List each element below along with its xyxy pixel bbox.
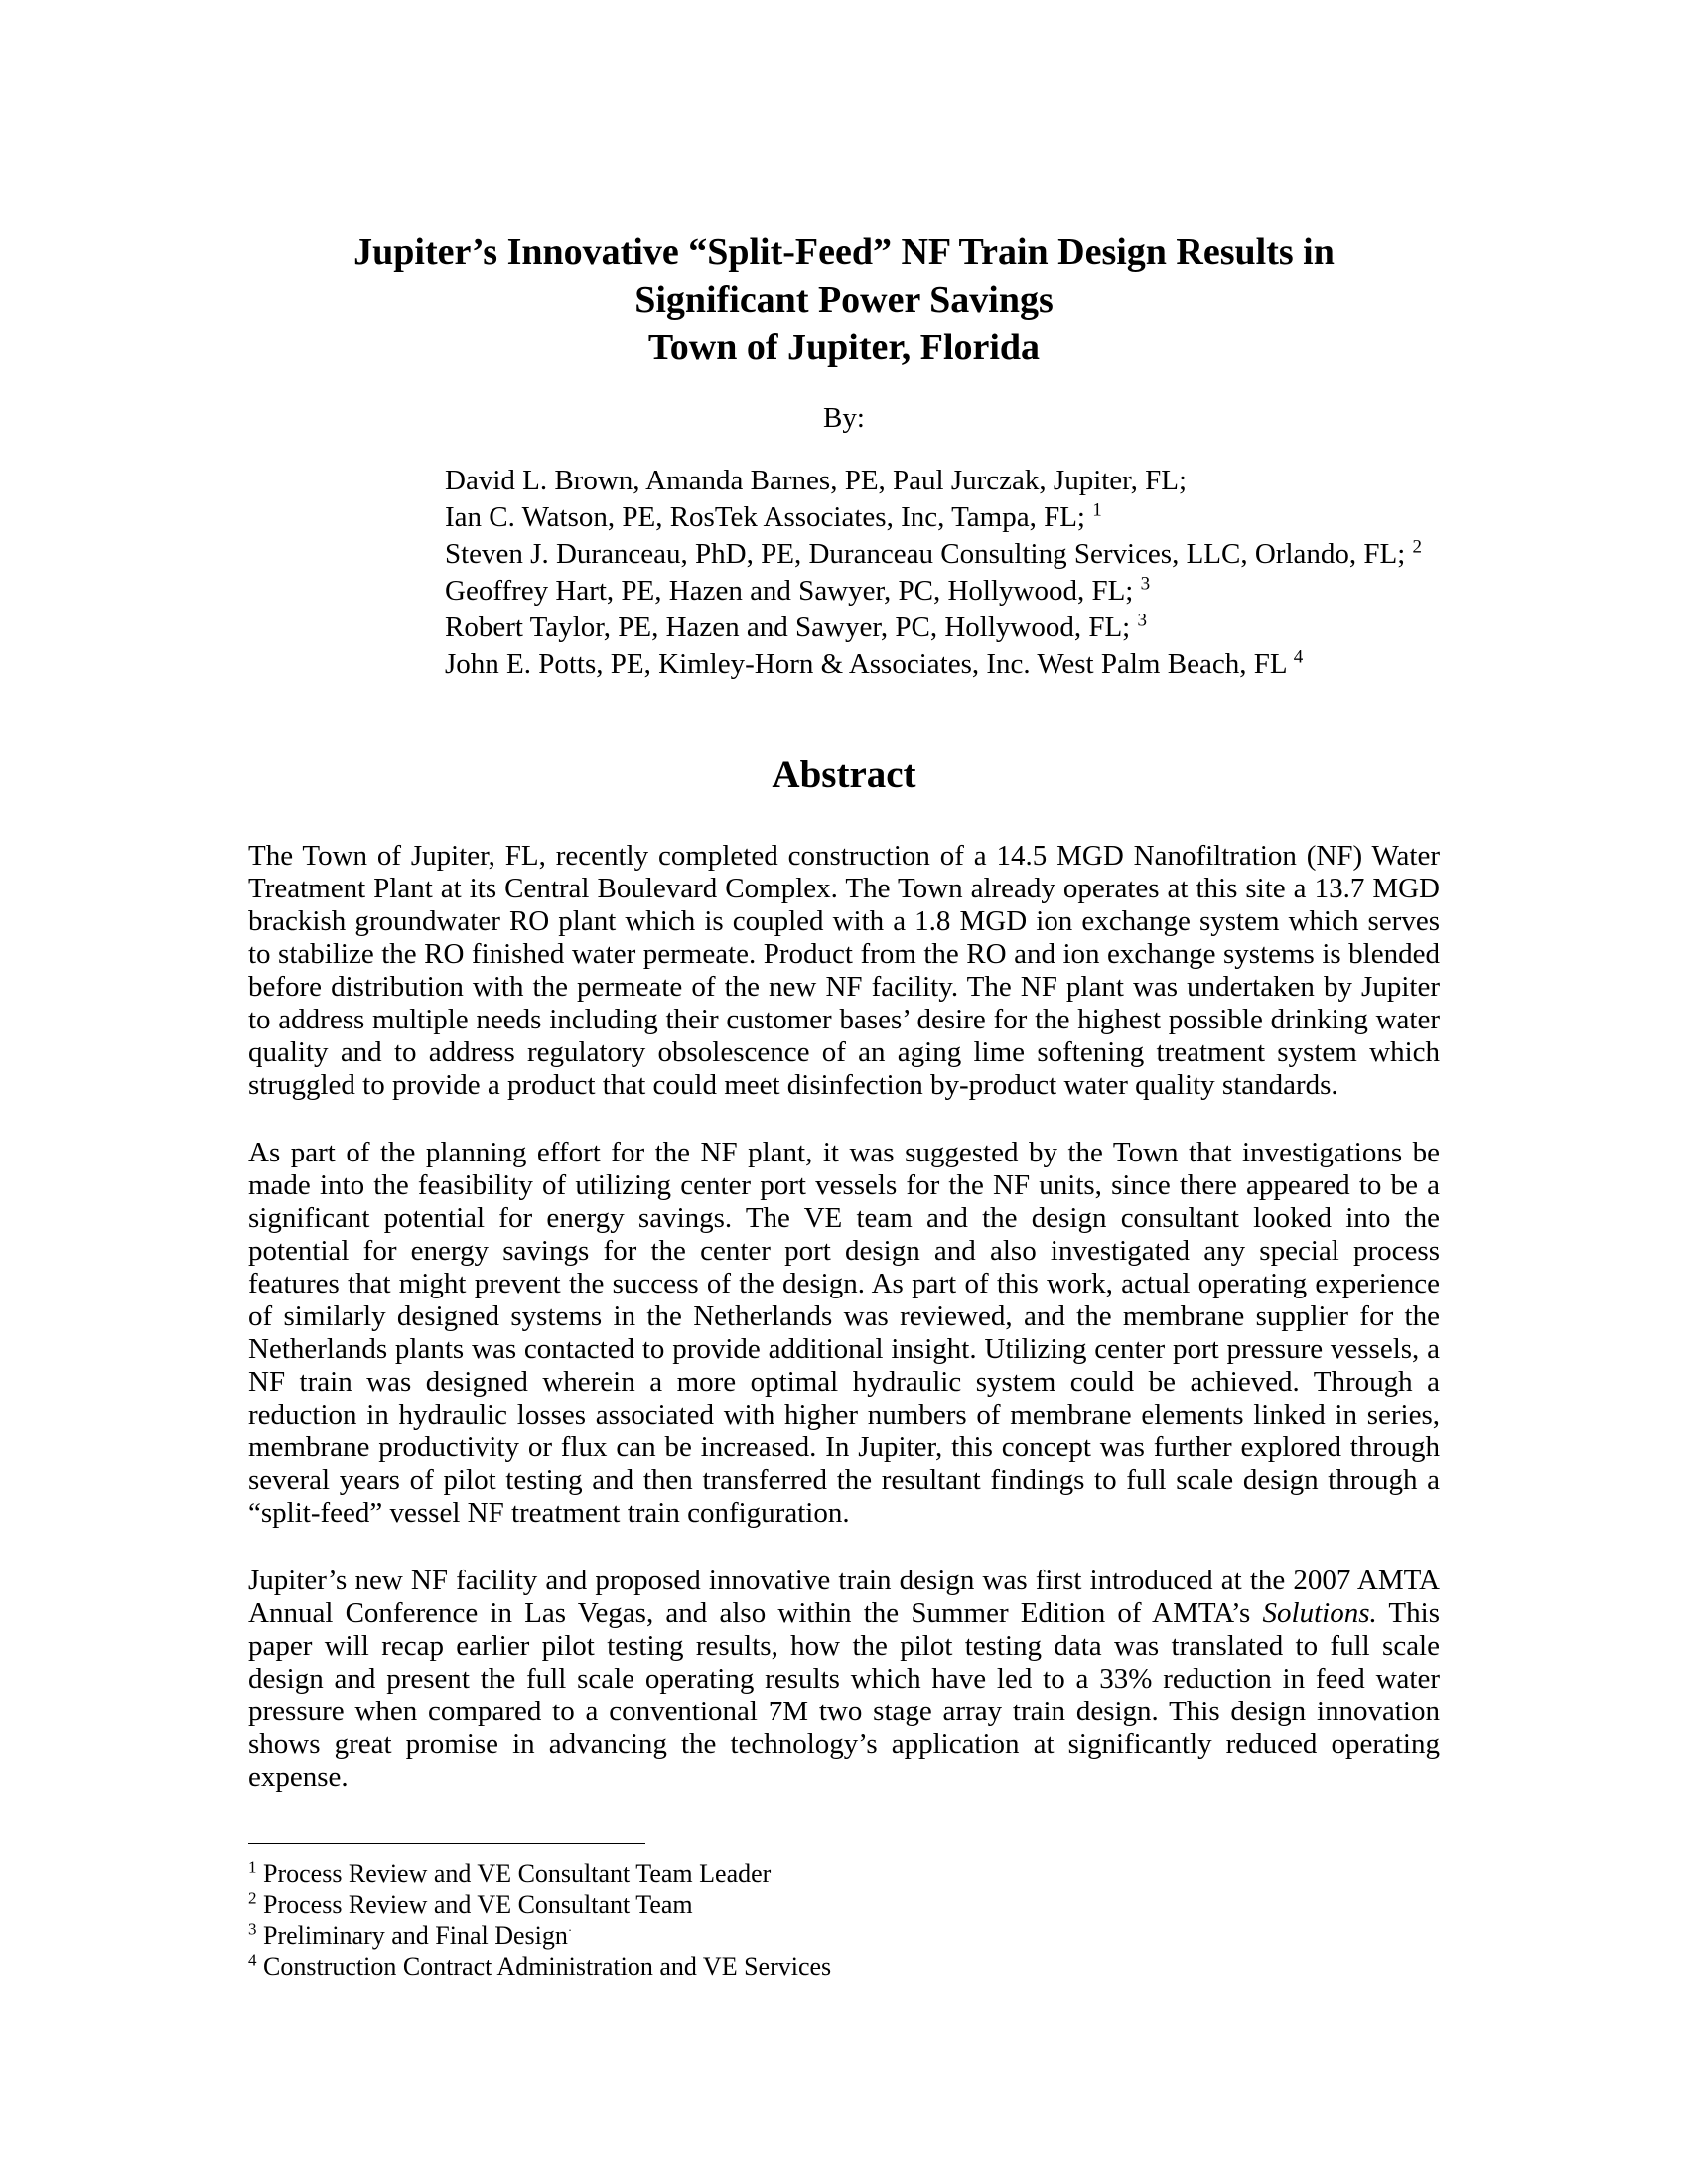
footnote-text: Construction Contract Administration and VE Services <box>263 1952 832 1980</box>
paper-location: Town of Jupiter, Florida <box>647 327 1041 368</box>
footnotes-section <box>248 1843 1440 1981</box>
paper-title <box>0 228 1688 324</box>
footnote-number: 3 <box>248 1919 257 1939</box>
author-line <box>445 463 1489 499</box>
author-footnote-ref: 4 <box>1293 646 1304 668</box>
abstract-paragraph <box>248 1137 1440 1530</box>
author-line <box>445 536 1489 573</box>
footnote-number: 2 <box>248 1888 257 1908</box>
author-footnote-ref: 1 <box>1092 499 1102 521</box>
footnote-separator <box>248 1843 645 1844</box>
author-footnote-ref: 2 <box>1412 536 1423 558</box>
author-line <box>445 646 1489 683</box>
abstract-body <box>248 840 1440 1829</box>
author-line <box>445 499 1489 536</box>
footnote-item <box>248 1889 1440 1920</box>
italic-text: Solutions. <box>1262 1597 1377 1629</box>
footnote-text: Preliminary and Final Design <box>263 1921 568 1950</box>
author-text: Robert Taylor, PE, Hazen and Sawyer, PC, Hollywood, FL; <box>445 612 1131 643</box>
paper-title-line2: Significant Power Savings <box>634 279 1054 321</box>
footnote-item <box>248 1951 1440 1981</box>
author-line <box>445 573 1489 610</box>
paragraph-text: As part of the planning effort for the NF plant, it was suggested by the Town that investigations be made into the feasibility of utilizing center port vessels for the NF units, since there appeared to be a significant potential for energy savings. The VE team and the design consultant looked into the potential for energy savings for the center port design and also investigated any special process features that might prevent the success of the design. As part of this work, actual operating experience of similarly designed systems in the Netherlands was reviewed, and the membrane supplier for the Netherlands plants was contacted to provide additional insight. Utilizing center port pressure vessels, a NF train was designed wherein a more optimal hydraulic system could be achieved. Through a reduction in hydraulic losses associated with higher numbers of membrane elements linked in series, membrane productivity or flux can be increased. In Jupiter, this concept was further explored through several years of pilot testing and then transferred the resultant findings to full scale design through a “split-feed” vessel NF treatment train configuration. <box>248 1137 1440 1529</box>
author-footnote-ref: 3 <box>1140 573 1151 595</box>
byline: By: <box>823 402 865 434</box>
author-footnote-ref: 3 <box>1137 610 1147 631</box>
footnote-list <box>248 1858 1440 1981</box>
author-text: John E. Potts, PE, Kimley-Horn & Associates, Inc. West Palm Beach, FL <box>445 648 1287 680</box>
author-line <box>445 610 1489 646</box>
footnote-item <box>248 1920 1440 1951</box>
paragraph-text: Jupiter’s new NF facility and proposed innovative train design was first introduced at the 2007 AMTA Annual Conference in Las Vegas, and also within the Summer Edition of AMTA’s <box>248 1565 1440 1629</box>
abstract-heading: Abstract <box>772 753 916 796</box>
paragraph-text: This paper will recap earlier pilot testing results, how the pilot testing data was translated to full scale design and present the full scale operating results which have led to a 33% reduction in feed water pressure when compared to a conventional 7M two stage array train design. This design innovation shows great promise in advancing the technology’s application at significantly reduced operating expense. <box>248 1597 1440 1793</box>
footnote-trailing-mark: · <box>567 1922 573 1938</box>
author-text: David L. Brown, Amanda Barnes, PE, Paul Jurczak, Jupiter, FL; <box>445 465 1188 496</box>
footnote-text: Process Review and VE Consultant Team <box>263 1890 693 1919</box>
footnote-number: 1 <box>248 1857 257 1877</box>
footnote-number: 4 <box>248 1950 257 1970</box>
author-text: Geoffrey Hart, PE, Hazen and Sawyer, PC, Hollywood, FL; <box>445 575 1134 607</box>
author-text: Steven J. Duranceau, PhD, PE, Duranceau Consulting Services, LLC, Orlando, FL; <box>445 538 1406 570</box>
author-text: Ian C. Watson, PE, RosTek Associates, Inc, Tampa, FL; <box>445 501 1085 533</box>
footnote-text: Process Review and VE Consultant Team Leader <box>263 1859 772 1888</box>
footnote-item <box>248 1858 1440 1889</box>
author-list <box>445 463 1489 683</box>
abstract-paragraph <box>248 840 1440 1102</box>
abstract-paragraph <box>248 1565 1440 1794</box>
paragraph-text: The Town of Jupiter, FL, recently completed construction of a 14.5 MGD Nanofiltration (NF) Water Treatment Plant at its Central Boulevard Complex. The Town already operates at this site a 13.7 MGD brackish groundwater RO plant which is coupled with a 1.8 MGD ion exchange system which serves to stabilize the RO finished water permeate. Product from the RO and ion exchange systems is blended before distribution with the permeate of the new NF facility. The NF plant was undertaken by Jupiter to address multiple needs including their customer bases’ desire for the highest possible drinking water quality and to address regulatory obsolescence of an aging lime softening treatment system which struggled to provide a product that could meet disinfection by-product water quality standards. <box>248 840 1440 1101</box>
paper-title-line1: Jupiter’s Innovative “Split-Feed” NF Train Design Results in <box>353 231 1335 273</box>
